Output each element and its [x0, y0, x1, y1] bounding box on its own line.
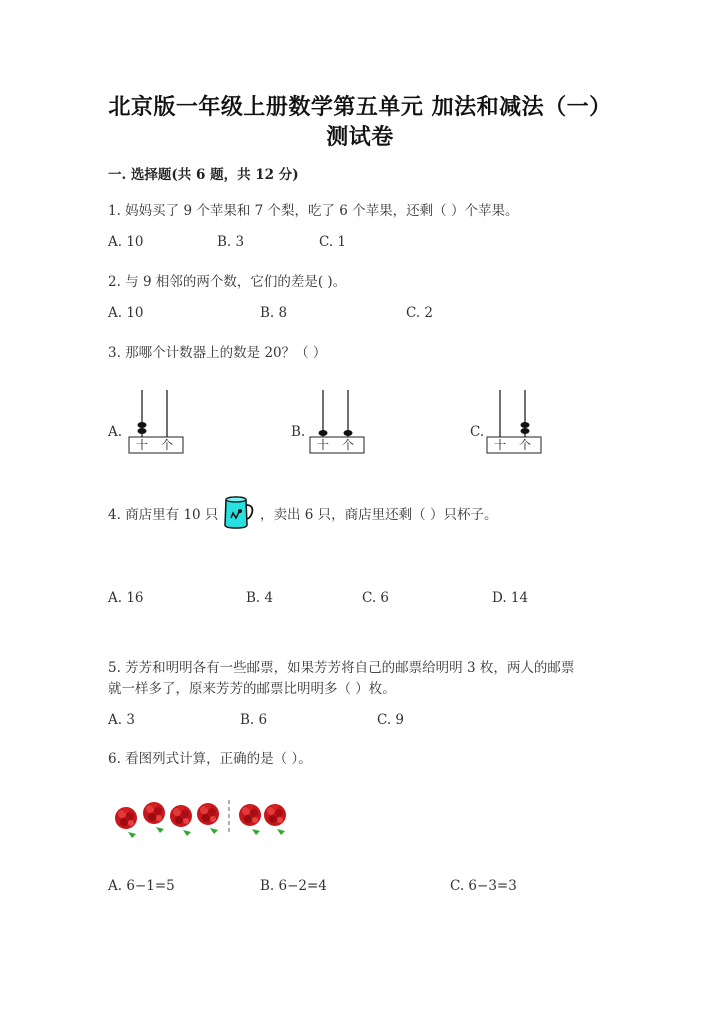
question-3-option-a-label[interactable]: A. — [108, 424, 123, 440]
question-5-text-line2: 就一样多了，原来芳芳的邮票比明明多（ ）枚。 — [108, 681, 396, 697]
question-2-option-c[interactable]: C. 2 — [406, 305, 434, 321]
flowers-image — [108, 796, 293, 838]
question-5-text-line1: 5. 芳芳和明明各有一些邮票，如果芳芳将自己的邮票给明明 3 枚，两人的邮票 — [108, 660, 575, 676]
question-6-option-c[interactable]: C. 6−3=3 — [450, 878, 517, 894]
question-3-option-b-label[interactable]: B. — [291, 424, 306, 440]
question-6-option-b[interactable]: B. 6−2=4 — [260, 878, 327, 894]
svg-text:个: 个 — [518, 438, 532, 452]
question-4-option-c[interactable]: C. 6 — [362, 590, 390, 606]
abacus-c-icon[interactable] — [485, 385, 545, 455]
svg-text:十: 十 — [135, 438, 149, 452]
document-title-line2: 测试卷 — [326, 124, 394, 150]
svg-text:个: 个 — [341, 438, 355, 452]
question-4-option-b[interactable]: B. 4 — [246, 590, 274, 606]
question-4-text-after: ，卖出 6 只，商店里还剩（ ）只杯子。 — [260, 507, 498, 523]
abacus-a-icon[interactable] — [127, 385, 187, 455]
question-1-text: 1. 妈妈买了 9 个苹果和 7 个梨，吃了 6 个苹果，还剩（ ）个苹果。 — [108, 203, 519, 219]
question-5-option-b[interactable]: B. 6 — [240, 712, 268, 728]
section-heading: 一. 选择题(共 6 题，共 12 分) — [108, 167, 299, 183]
cup-icon — [222, 494, 256, 530]
question-2-text: 2. 与 9 相邻的两个数，它们的差是( )。 — [108, 274, 347, 290]
question-6-option-a[interactable]: A. 6−1=5 — [108, 878, 175, 894]
question-4-option-a[interactable]: A. 16 — [108, 590, 144, 606]
question-1-option-c[interactable]: C. 1 — [319, 234, 347, 250]
abacus-b-icon[interactable] — [308, 385, 368, 455]
question-4-text-before: 4. 商店里有 10 只 — [108, 507, 219, 523]
question-2-option-b[interactable]: B. 8 — [260, 305, 288, 321]
svg-text:十: 十 — [493, 438, 507, 452]
question-2-option-a[interactable]: A. 10 — [108, 305, 144, 321]
question-6-text: 6. 看图列式计算，正确的是（ ）。 — [108, 751, 312, 767]
question-5-option-c[interactable]: C. 9 — [377, 712, 405, 728]
svg-text:个: 个 — [160, 438, 174, 452]
question-3-text: 3. 那哪个计数器上的数是 20？（ ） — [108, 345, 327, 361]
question-3-option-c-label[interactable]: C. — [470, 424, 485, 440]
question-5-option-a[interactable]: A. 3 — [108, 712, 135, 728]
document-title-line1: 北京版一年级上册数学第五单元 加法和减法（一） — [108, 94, 612, 120]
question-1-option-b[interactable]: B. 3 — [217, 234, 245, 250]
svg-text:十: 十 — [316, 438, 330, 452]
question-4-option-d[interactable]: D. 14 — [492, 590, 529, 606]
question-1-option-a[interactable]: A. 10 — [108, 234, 144, 250]
